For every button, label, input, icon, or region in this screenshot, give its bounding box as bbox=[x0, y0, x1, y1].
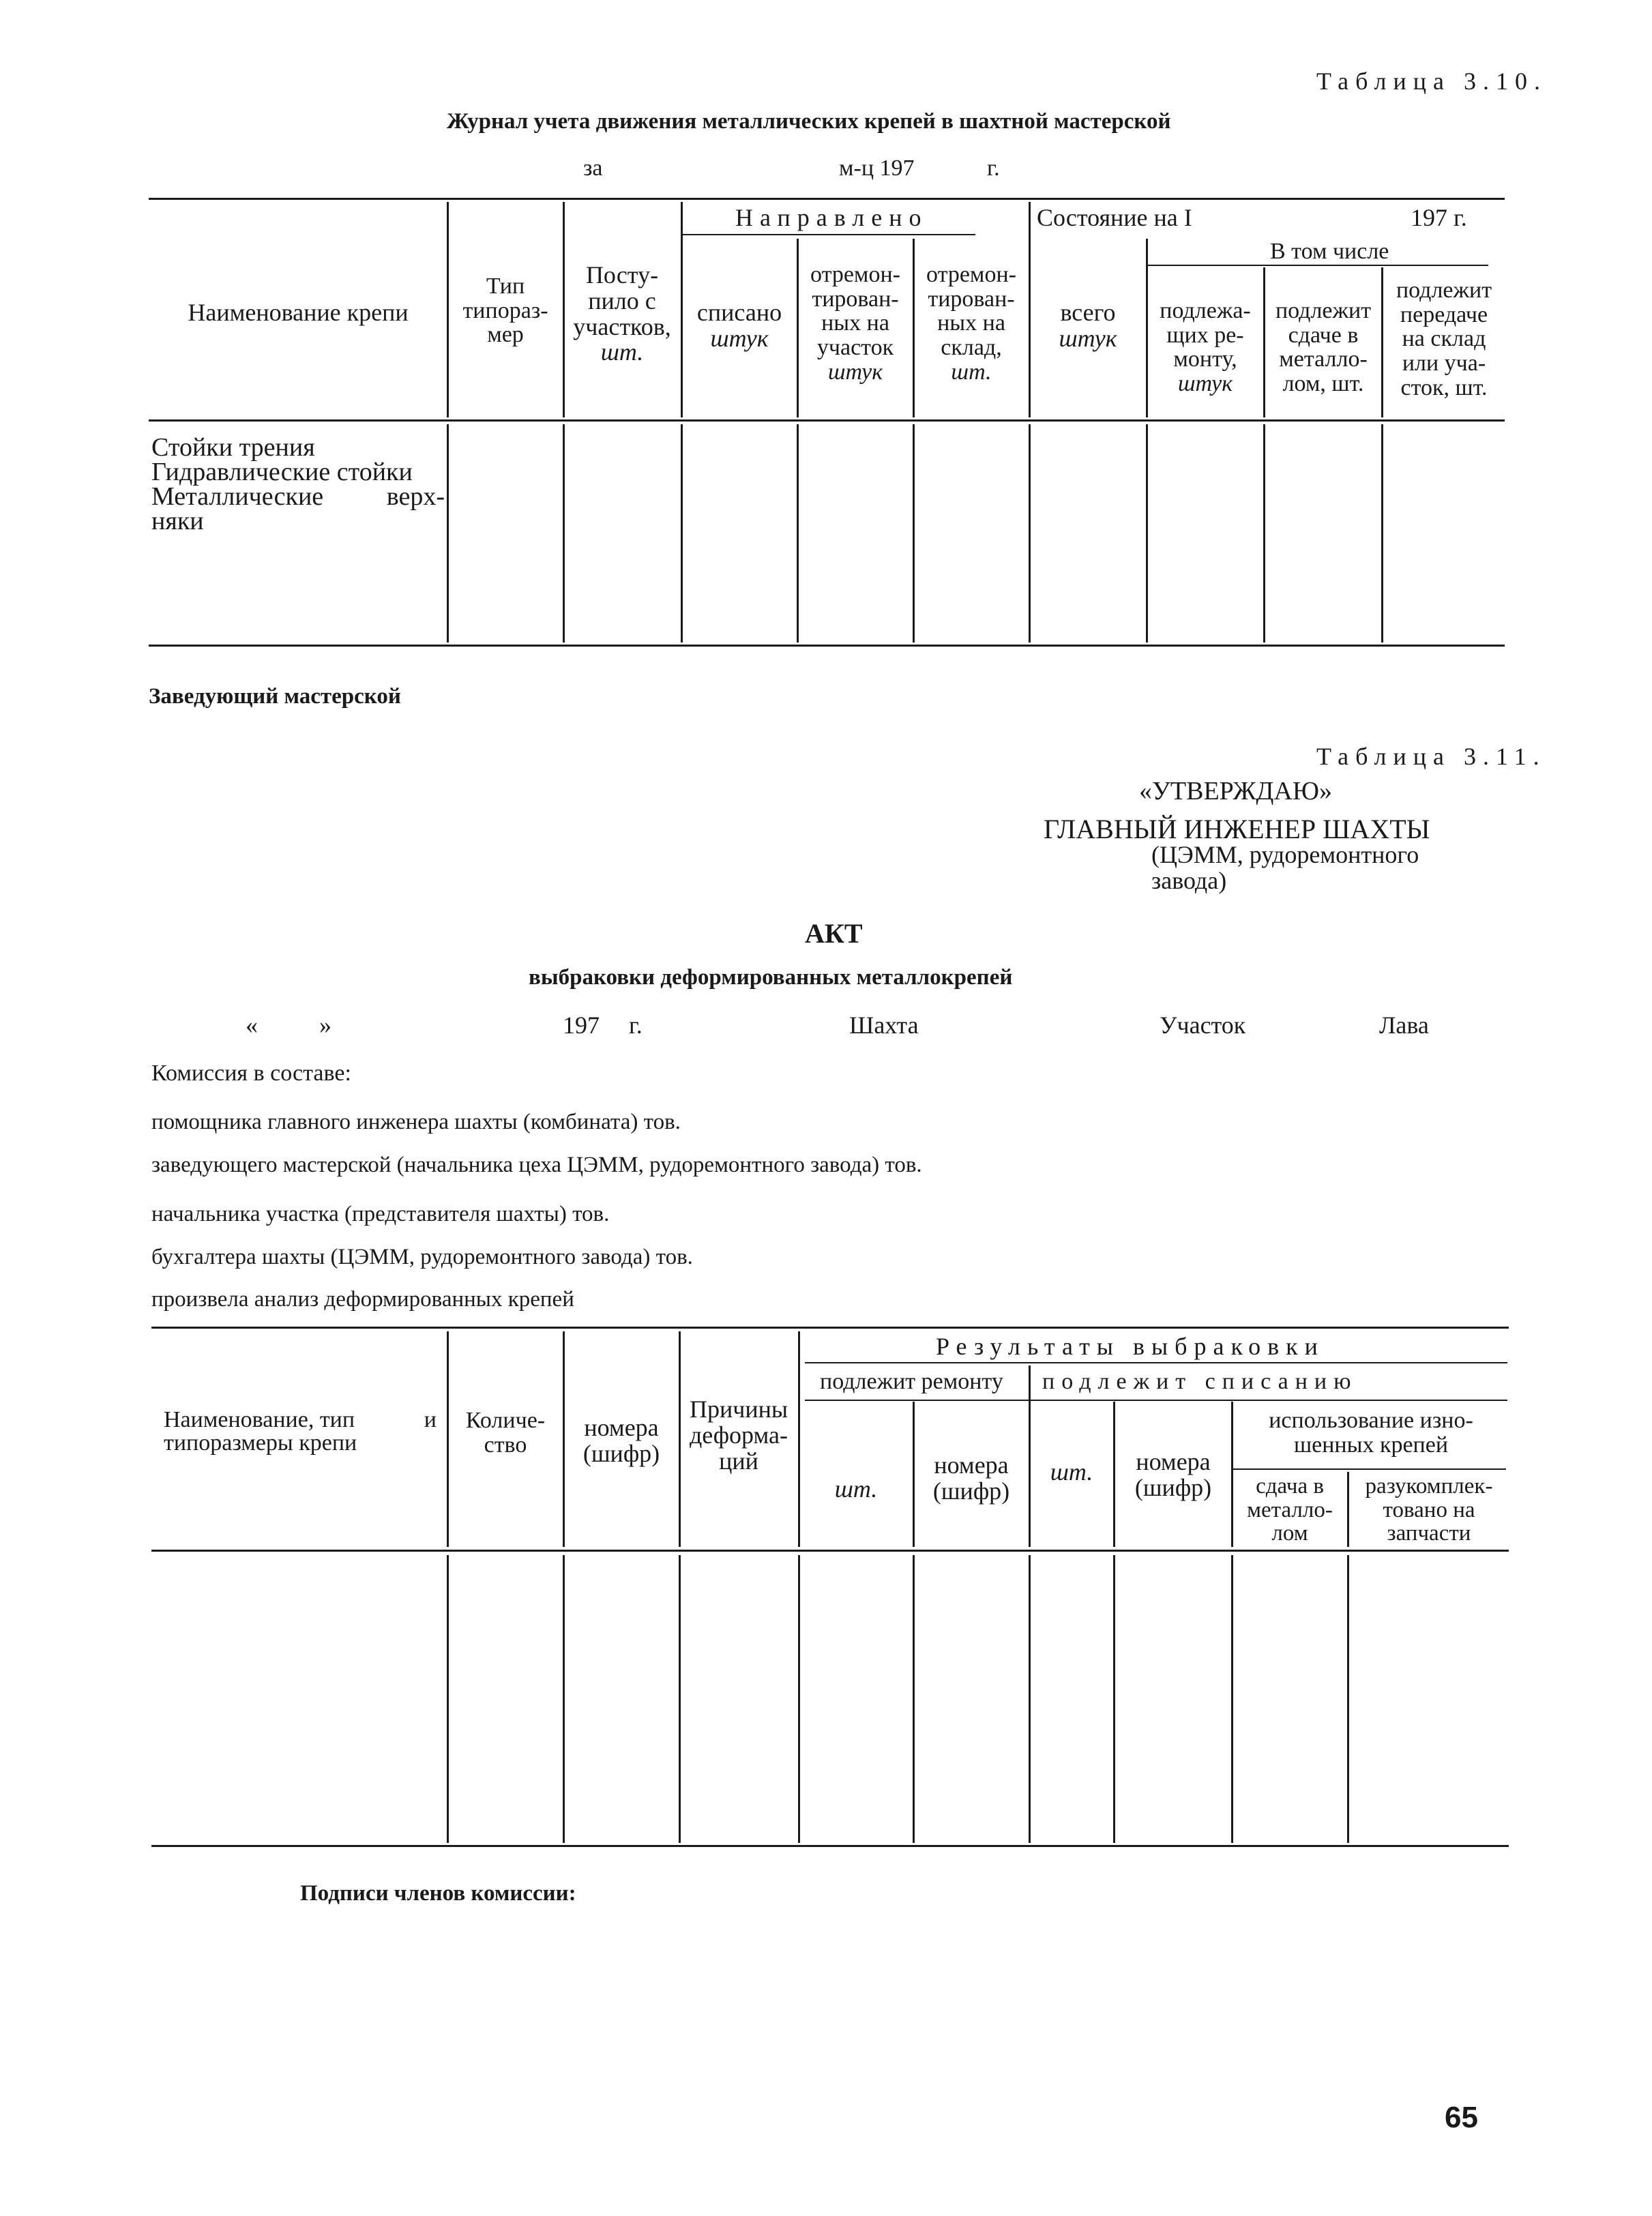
t311-results-rule bbox=[805, 1362, 1507, 1363]
t310-h-name: Наименование крепи bbox=[188, 299, 409, 326]
period-month: м-ц 197 bbox=[839, 156, 915, 181]
act-year-g: г. bbox=[629, 1011, 643, 1039]
t310-vline bbox=[681, 202, 683, 417]
act-subtitle: выбраковки деформированных металлокрепей bbox=[529, 965, 1013, 990]
t310-row-metal-caps bbox=[151, 484, 445, 509]
t311-h-usage bbox=[1235, 1408, 1507, 1457]
t310-h-type-l3: мер bbox=[487, 322, 524, 348]
t311-h-wo-num-l2: (шифр) bbox=[1134, 1473, 1212, 1501]
table-311-label: Таблица 3.11. bbox=[1316, 743, 1546, 770]
t311-h-writeoff-number bbox=[1116, 1449, 1230, 1501]
t310-h-rs-l2: тирован- bbox=[812, 286, 899, 312]
t310-h-recv-l3: участков, bbox=[573, 312, 671, 340]
t311-bottom-rule bbox=[151, 1845, 1509, 1847]
t311-h-cause-l3: ций bbox=[719, 1447, 758, 1475]
t310-h-rw-l3: ных на bbox=[937, 310, 1005, 336]
t311-h-parts-l1: разукомплек- bbox=[1365, 1474, 1493, 1498]
t310-vline bbox=[913, 239, 915, 417]
t310-h-type-l1: Тип bbox=[486, 274, 525, 299]
t311-h-qty-l1: Количе- bbox=[465, 1408, 546, 1433]
commission-member-1: помощника главного инженера шахты (комбината) тов. bbox=[151, 1110, 681, 1134]
t310-h-tt-l1: подлежит bbox=[1396, 278, 1492, 303]
chief-engineer: ГЛАВНЫЙ ИНЖЕНЕР ШАХТЫ bbox=[1044, 814, 1430, 844]
t311-h-quantity bbox=[450, 1408, 561, 1457]
commission-member-2: заведующего мастерской (начальника цеха ЦЭММ, рудоремонтного завода) тов. bbox=[151, 1153, 922, 1177]
t310-h-received bbox=[565, 263, 679, 366]
t311-h-parts-l2: товано на bbox=[1383, 1497, 1475, 1522]
table-310-label: Таблица 3.10. bbox=[1316, 68, 1547, 95]
t310-h-rs-l5: штук bbox=[827, 359, 883, 385]
org-note bbox=[1151, 842, 1419, 893]
t311-h-to-writeoff: подлежит списанию bbox=[1042, 1369, 1358, 1394]
t310-h-including: В том числе bbox=[1270, 239, 1389, 264]
t311-h-name-l1b: и bbox=[424, 1407, 437, 1432]
t311-h-scrap-l2: металло- bbox=[1247, 1497, 1333, 1522]
t310-h-total bbox=[1031, 300, 1145, 352]
t310-vline bbox=[1381, 424, 1383, 642]
period-g: г. bbox=[987, 156, 1000, 181]
org-note-l1: (ЦЭММ, рудоремонтного bbox=[1151, 841, 1419, 868]
t311-h-scrap-l1: сдача в bbox=[1256, 1474, 1324, 1498]
t311-vline bbox=[1347, 1555, 1349, 1843]
t310-vline bbox=[1029, 424, 1031, 642]
t310-top-rule bbox=[149, 198, 1505, 200]
act-year: 197 bbox=[563, 1011, 600, 1039]
t310-h-tt-l5: сток, шт. bbox=[1400, 374, 1488, 400]
t311-vline bbox=[1029, 1555, 1031, 1843]
date-open-quote: « bbox=[246, 1011, 258, 1039]
t310-h-rw-l5: шт. bbox=[951, 359, 992, 385]
t310-h-wo-l1: списано bbox=[696, 299, 782, 326]
t310-row-hydraulic-props: Гидравлические стойки bbox=[151, 458, 413, 486]
t310-h-rs-l3: ных на bbox=[821, 310, 889, 336]
t310-row-metal-caps-a: Металлические bbox=[151, 482, 324, 511]
commission-member-4: бухгалтера шахты (ЦЭММ, рудоремонтного завода) тов. bbox=[151, 1245, 693, 1269]
t311-h-name bbox=[164, 1408, 437, 1455]
t311-vline bbox=[913, 1402, 915, 1547]
t310-h-total-l1: всего bbox=[1060, 299, 1116, 326]
t311-vline bbox=[1231, 1555, 1233, 1843]
t311-vline bbox=[447, 1555, 449, 1843]
t311-h-name-l1a: Наименование, тип bbox=[164, 1407, 355, 1432]
t311-vline bbox=[679, 1555, 681, 1843]
t310-including-rule bbox=[1147, 265, 1488, 266]
t311-vline bbox=[1231, 1402, 1233, 1547]
t310-h-directed: Направлено bbox=[735, 204, 928, 231]
t310-h-total-l2: штук bbox=[1059, 324, 1117, 352]
t311-h-cause-l1: Причины bbox=[689, 1395, 788, 1423]
t310-h-tt-l2: передаче bbox=[1400, 301, 1488, 327]
t310-h-ts-l4: лом, шт. bbox=[1282, 371, 1364, 397]
t310-vline bbox=[447, 424, 449, 642]
t311-h-usage-l2: шенных крепей bbox=[1293, 1432, 1449, 1458]
t310-vline bbox=[913, 424, 915, 642]
t310-row-caps-end: няки bbox=[151, 507, 204, 535]
t311-h-writeoff-pcs: шт. bbox=[1050, 1458, 1093, 1486]
t311-h-scrap-l3: лом bbox=[1271, 1521, 1308, 1546]
t311-vline bbox=[798, 1331, 800, 1547]
t311-vline bbox=[1113, 1555, 1115, 1843]
t310-h-to-scrap bbox=[1266, 299, 1381, 396]
t310-h-tt-l3: на склад bbox=[1402, 326, 1486, 352]
t310-h-tr-l4: штук bbox=[1177, 371, 1233, 397]
t311-vline bbox=[798, 1555, 800, 1843]
t310-h-recv-l4: шт. bbox=[600, 338, 644, 366]
t310-h-state: Состояние на I bbox=[1037, 204, 1192, 231]
t311-h-spare-parts bbox=[1351, 1475, 1507, 1546]
t310-vline bbox=[797, 424, 799, 642]
t311-subhead-rule bbox=[805, 1400, 1507, 1401]
signatures-label: Подписи членов комиссии: bbox=[300, 1881, 576, 1906]
t310-header-rule bbox=[149, 419, 1505, 422]
t311-h-num-l2: (шифр) bbox=[582, 1439, 660, 1467]
t310-h-ts-l3: металло- bbox=[1279, 346, 1368, 372]
t311-h-qty-l2: ство bbox=[484, 1432, 527, 1458]
page-number: 65 bbox=[1445, 2101, 1478, 2134]
t311-h-number bbox=[565, 1415, 678, 1467]
t310-vline bbox=[1146, 239, 1148, 417]
t310-h-state-year: 197 г. bbox=[1411, 204, 1467, 231]
t310-vline bbox=[1381, 267, 1383, 417]
t311-h-repair-pcs: шт. bbox=[834, 1475, 878, 1503]
commission-analysis: произвела анализ деформированных крепей bbox=[151, 1287, 574, 1312]
t310-footer-manager: Заведующий мастерской bbox=[149, 684, 401, 709]
t311-vline bbox=[1029, 1365, 1031, 1547]
t310-h-rw-l1: отремон- bbox=[926, 262, 1016, 287]
date-close-quote: » bbox=[319, 1011, 331, 1039]
approve-stamp: «УТВЕРЖДАЮ» bbox=[1139, 777, 1332, 806]
t310-h-tr-l3: монту, bbox=[1173, 346, 1237, 372]
t311-h-usage-l1: использование изно- bbox=[1269, 1408, 1473, 1433]
t310-h-ts-l2: сдаче в bbox=[1288, 322, 1359, 348]
t310-vline bbox=[563, 424, 565, 642]
t310-h-type bbox=[450, 274, 561, 347]
t310-h-rw-l2: тирован- bbox=[928, 286, 1015, 312]
period-za: за bbox=[583, 156, 603, 181]
t310-h-wo-l2: штук bbox=[710, 324, 769, 352]
t311-h-rep-num-l2: (шифр) bbox=[932, 1477, 1010, 1505]
act-section: Участок bbox=[1160, 1011, 1246, 1039]
t310-h-recv-l1: Посту- bbox=[585, 261, 659, 289]
table-310-title: Журнал учета движения металлических крепей в шахтной мастерской bbox=[447, 109, 1171, 134]
commission-member-3: начальника участка (представителя шахты) тов. bbox=[151, 1202, 610, 1226]
t310-h-repaired-site bbox=[799, 263, 911, 384]
t310-bottom-rule bbox=[149, 645, 1505, 647]
t311-h-num-l1: номера bbox=[584, 1414, 659, 1441]
t311-vline bbox=[447, 1331, 449, 1547]
t311-top-rule bbox=[151, 1327, 1509, 1329]
t310-h-type-l2: типораз- bbox=[462, 297, 548, 323]
t310-h-tt-l4: или уча- bbox=[1402, 351, 1486, 376]
t310-h-repaired-warehouse bbox=[915, 263, 1027, 384]
act-mine: Шахта bbox=[849, 1011, 919, 1039]
t310-h-tr-l2: щих ре- bbox=[1166, 322, 1244, 348]
t310-row-friction-props: Стойки трения bbox=[151, 433, 315, 462]
t310-row-labels bbox=[151, 435, 445, 533]
t310-h-rw-l4: склад, bbox=[941, 335, 1002, 361]
t310-vline bbox=[1263, 424, 1265, 642]
t311-h-parts-l3: запчасти bbox=[1387, 1521, 1471, 1546]
t311-h-rep-num-l1: номера bbox=[934, 1451, 1009, 1479]
t310-h-rs-l1: отремон- bbox=[810, 262, 900, 287]
t310-h-recv-l2: пило с bbox=[588, 286, 656, 314]
t311-usage-rule bbox=[1233, 1468, 1506, 1470]
t311-h-name-l2: типоразмеры крепи bbox=[164, 1430, 357, 1456]
t310-vline bbox=[797, 239, 799, 417]
t311-h-name-l1 bbox=[164, 1408, 437, 1432]
t311-header-rule bbox=[151, 1550, 1509, 1552]
t310-h-to-transfer bbox=[1384, 278, 1504, 400]
t310-h-ts-l1: подлежит bbox=[1275, 298, 1372, 323]
t311-h-causes bbox=[681, 1397, 797, 1474]
t310-row-metal-caps-b: верх- bbox=[386, 482, 445, 511]
t310-vline bbox=[1263, 267, 1265, 417]
t311-h-cause-l2: деформа- bbox=[689, 1421, 788, 1449]
t310-directed-rule bbox=[682, 234, 975, 235]
t311-vline bbox=[1113, 1402, 1115, 1547]
act-title: АКТ bbox=[805, 918, 863, 949]
t310-h-tr-l1: подлежа- bbox=[1160, 298, 1251, 323]
t310-h-written-off bbox=[683, 300, 795, 352]
t311-vline bbox=[913, 1555, 915, 1843]
t311-h-wo-num-l1: номера bbox=[1136, 1448, 1211, 1475]
commission-heading: Комиссия в составе: bbox=[151, 1061, 351, 1086]
t311-h-results: Результаты выбраковки bbox=[936, 1333, 1325, 1360]
t310-h-to-repair bbox=[1149, 299, 1262, 396]
t311-vline bbox=[563, 1555, 565, 1843]
t311-h-scrap bbox=[1235, 1475, 1345, 1546]
t310-vline bbox=[1029, 202, 1031, 417]
t311-h-repair-number bbox=[915, 1453, 1027, 1505]
act-face: Лава bbox=[1379, 1011, 1429, 1039]
t311-vline bbox=[1347, 1472, 1349, 1547]
t310-h-rs-l4: участок bbox=[816, 335, 894, 361]
t310-vline bbox=[681, 424, 683, 642]
t311-h-to-repair: подлежит ремонту bbox=[820, 1369, 1003, 1394]
t310-vline bbox=[1146, 424, 1148, 642]
t310-vline bbox=[447, 202, 449, 417]
org-note-l2: завода) bbox=[1151, 867, 1227, 894]
